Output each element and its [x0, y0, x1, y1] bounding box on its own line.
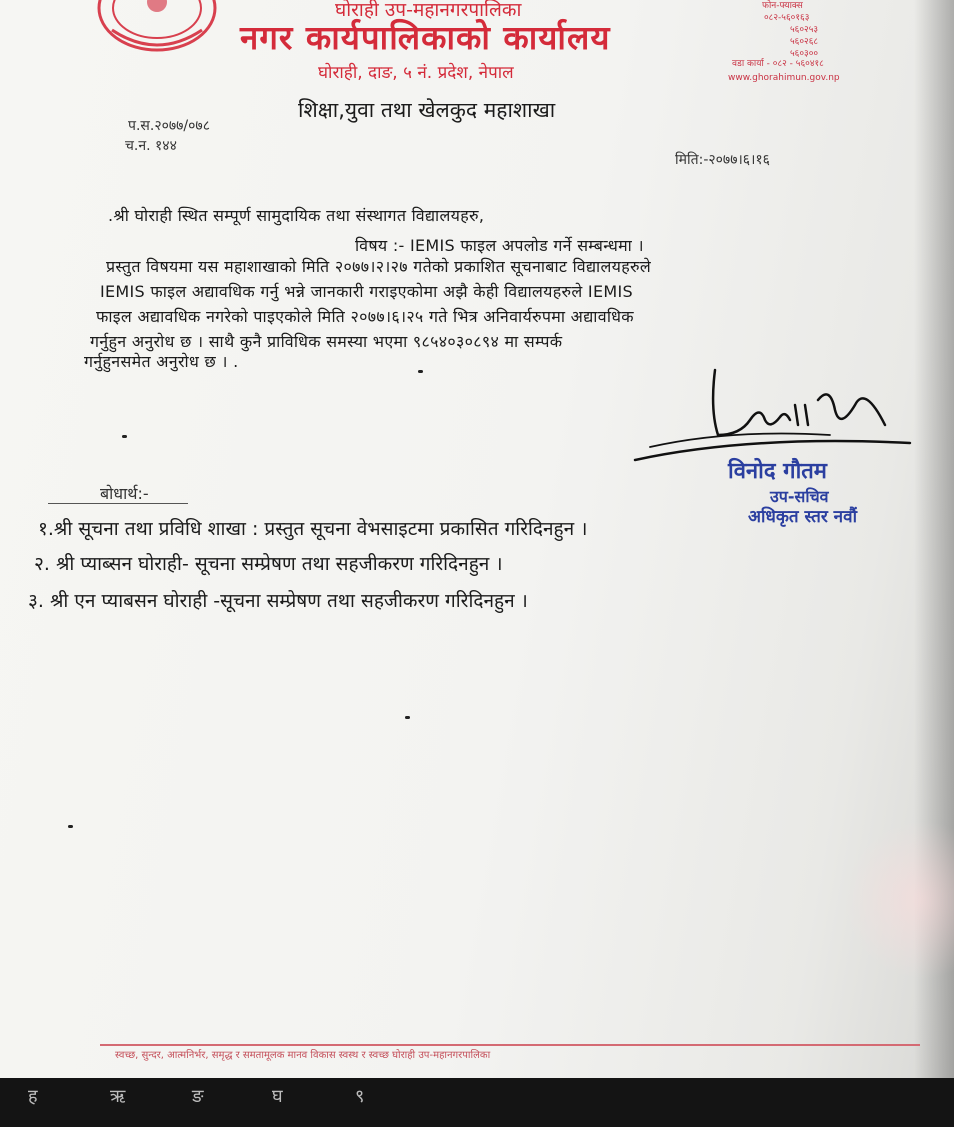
footer-rule: [100, 1044, 920, 1046]
ink-speck: [405, 716, 410, 719]
office-address: घोराही, दाङ, ५ नं. प्रदेश, नेपाल: [318, 63, 514, 83]
ward-phone: वडा कार्या - ०८२ - ५६०४१८: [732, 59, 824, 69]
key-nga: ङ: [192, 1086, 204, 1107]
phone-3: ५६०२६८: [790, 37, 819, 47]
phone-2: ५६०२५३: [790, 25, 819, 35]
cc-item-2: २. श्री प्याब्सन घोराही- सूचना सम्प्रेषण तथा सहजीकरण गरिदिनहुन ।: [34, 553, 503, 575]
key-nine: ९: [355, 1086, 365, 1107]
letter-date: मिति:-२०७७।६।१६: [675, 152, 770, 168]
pink-smudge: [844, 820, 954, 980]
ink-speck: [418, 370, 423, 373]
municipality-name: घोराही उप-महानगरपालिका: [335, 0, 522, 21]
phone-4: ५६०३००: [790, 49, 819, 59]
footer-motto: स्वच्छ, सुन्दर, आत्मनिर्भर, समृद्ध र समतामूलक मानव विकास स्वस्थ र स्वच्छ घोराही उप-महानगरपालिका: [115, 1050, 491, 1061]
reference-chn: च.न. १४४: [125, 138, 177, 154]
reference-ps: प.स.२०७७/०७८: [128, 118, 210, 134]
key-ri: ऋ: [110, 1086, 126, 1107]
key-gha: घ: [272, 1086, 283, 1107]
cc-item-1: १.श्री सूचना तथा प्रविधि शाखा : प्रस्तुत सूचना वेभसाइटमा प्रकासित गरिदिनहुन ।: [38, 518, 588, 540]
branch-title: शिक्षा,युवा तथा खेलकुद महाशाखा: [298, 98, 556, 122]
office-title: नगर कार्यपालिकाको कार्यालय: [240, 18, 611, 57]
subject-line: विषय :- IEMIS फाइल अपलोड गर्ने सम्बन्धमा ।: [355, 236, 644, 255]
cc-underline: [48, 503, 188, 504]
cc-label: बोधार्थ:-: [100, 484, 149, 503]
body-line-1: प्रस्तुत विषयमा यस महाशाखाको मिति २०७७।२।२७ गतेको प्रकाशित सूचनाबाट विद्यालयहरुले: [106, 257, 652, 276]
body-line-2: IEMIS फाइल अद्यावधिक गर्नु भन्ने जानकारी गराइएकोमा अझै केही विद्यालयहरुले IEMIS: [100, 282, 633, 301]
body-line-4: गर्नुहुन अनुरोध छ । साथै कुनै प्राविधिक समस्या भएमा ९८५४०३०८९४ मा सम्पर्क: [90, 332, 563, 351]
signatory-rank: अधिकृत स्तर नवौं: [748, 507, 857, 527]
body-line-5: गर्नुहुनसमेत अनुरोध छ । .: [84, 352, 239, 371]
signatory-name: विनोद गौतम: [728, 459, 827, 484]
contact-label: फोन-फ्याक्स: [762, 1, 803, 11]
keyboard-strip: [0, 1078, 954, 1127]
addressee: .श्री घोराही स्थित सम्पूर्ण सामुदायिक तथा संस्थागत विद्यालयहरु,: [108, 206, 485, 225]
key-ha: ह: [28, 1086, 38, 1107]
body-line-3: फाइल अद्यावधिक नगरेको पाइएकोले मिति २०७७।६।२५ गते भित्र अनिवार्यरुपमा अद्यावधिक: [96, 307, 634, 326]
ink-speck: [122, 435, 127, 438]
ink-speck: [68, 825, 73, 828]
signatory-post: उप-सचिव: [770, 487, 829, 506]
nepal-emblem-icon: [92, 0, 222, 60]
website: www.ghorahimun.gov.np: [728, 73, 840, 83]
cc-item-3: ३. श्री एन प्याबसन घोराही -सूचना सम्प्रेषण तथा सहजीकरण गरिदिनहुन ।: [28, 590, 528, 612]
phone-1: ०८२-५६०१६३: [764, 13, 810, 23]
